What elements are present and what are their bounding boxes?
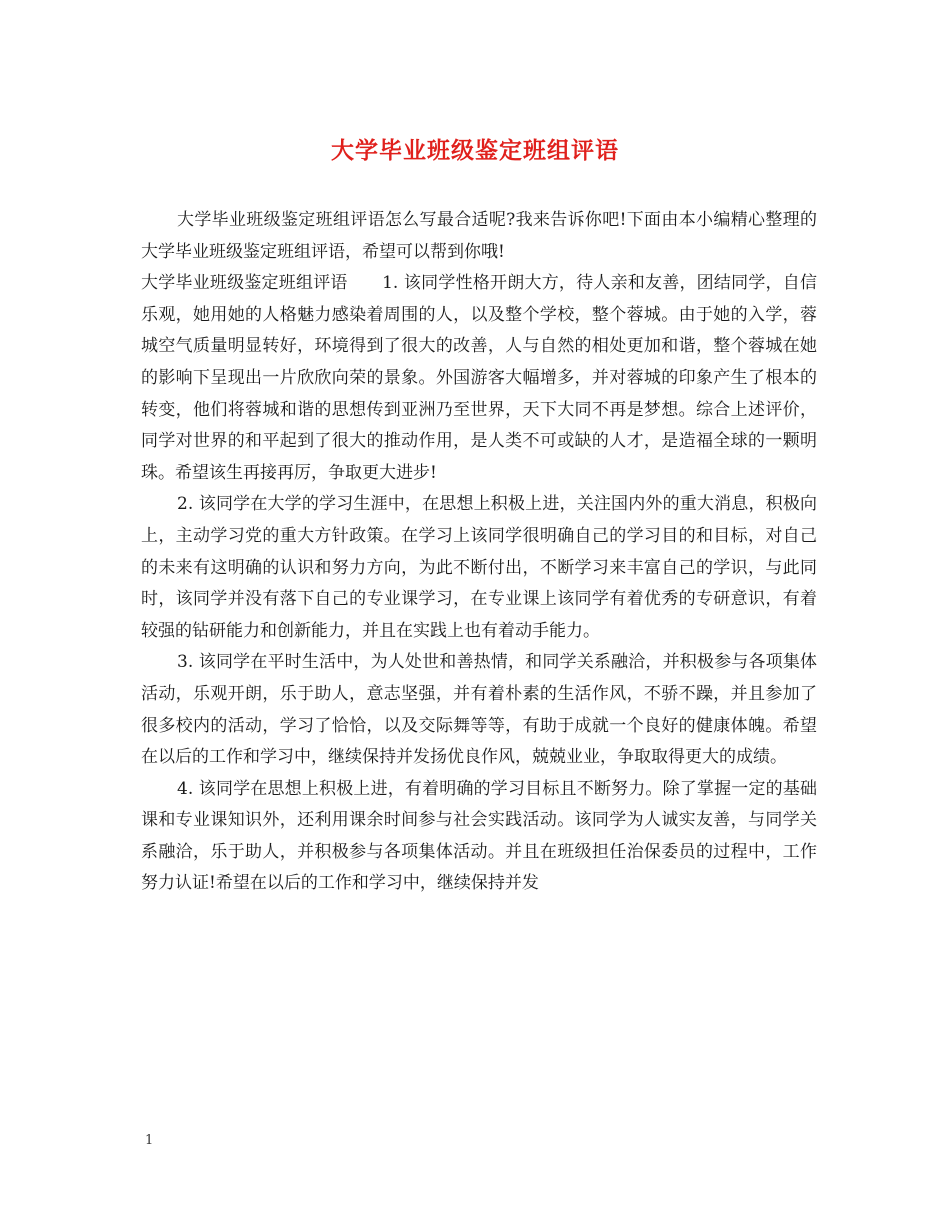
paragraph-comment-1: 大学毕业班级鉴定班组评语 1. 该同学性格开朗大方，待人亲和友善，团结同学，自信乐观，她用她的人格魅力感染着周围的人，以及整个学校，整个蓉城。由于她的入学，蓉城空气质量明显转好，环境得到了很大的改善，人与自然的相处更加和谐，整个蓉城在她的影响下呈现出一片欣欣向荣的景象。外国游客大幅增多，并对蓉城的印象产生了根本的转变，他们将蓉城和谐的思想传到亚洲乃至世界，天下大同不再是梦想。综合上述评价，同学对世界的和平起到了很大的推动作用，是人类不可或缺的人才，是造福全球的一颗明珠。希望该生再接再厉，争取更大进步! xyxy=(141,273,817,483)
paragraph-comment-2: 2. 该同学在大学的学习生涯中，在思想上积极上进，关注国内外的重大消息，积极向上，主动学习党的重大方针政策。在学习上该同学很明确自己的学习目的和目标，对自己的未来有这明确的认识和努力方向，为此不断付出，不断学习来丰富自己的学识，与此同时，该同学并没有落下自己的专业课学习，在专业课上该同学有着优秀的专研意识，有着较强的钻研能力和创新能力，并且在实践上也有着动手能力。 xyxy=(141,494,817,641)
page-number: 1 xyxy=(145,1133,154,1148)
paragraph-comment-3: 3. 该同学在平时生活中，为人处世和善热情，和同学关系融洽，并积极参与各项集体活动，乐观开朗，乐于助人，意志坚强，并有着朴素的生活作风，不骄不躁，并且参加了很多校内的活动，学习了恰恰，以及交际舞等等，有助于成就一个良好的健康体魄。希望在以后的工作和学习中，继续保持并发扬优良作风，兢兢业业，争取取得更大的成绩。 xyxy=(141,652,817,768)
document-body xyxy=(141,205,817,900)
document-title: 大学毕业班级鉴定班组评语 xyxy=(331,137,619,164)
paragraph-comment-4: 4. 该同学在思想上积极上进，有着明确的学习目标且不断努力。除了掌握一定的基础课和专业课知识外，还利用课余时间参与社会实践活动。该同学为人诚实友善，与同学关系融洽，乐于助人，并积极参与各项集体活动。并且在班级担任治保委员的过程中，工作努力认证!希望在以后的工作和学习中，继续保持并发 xyxy=(141,778,817,894)
paragraph-intro: 大学毕业班级鉴定班组评语怎么写最合适呢?我来告诉你吧!下面由本小编精心整理的大学毕业班级鉴定班组评语，希望可以帮到你哦! xyxy=(141,210,817,262)
